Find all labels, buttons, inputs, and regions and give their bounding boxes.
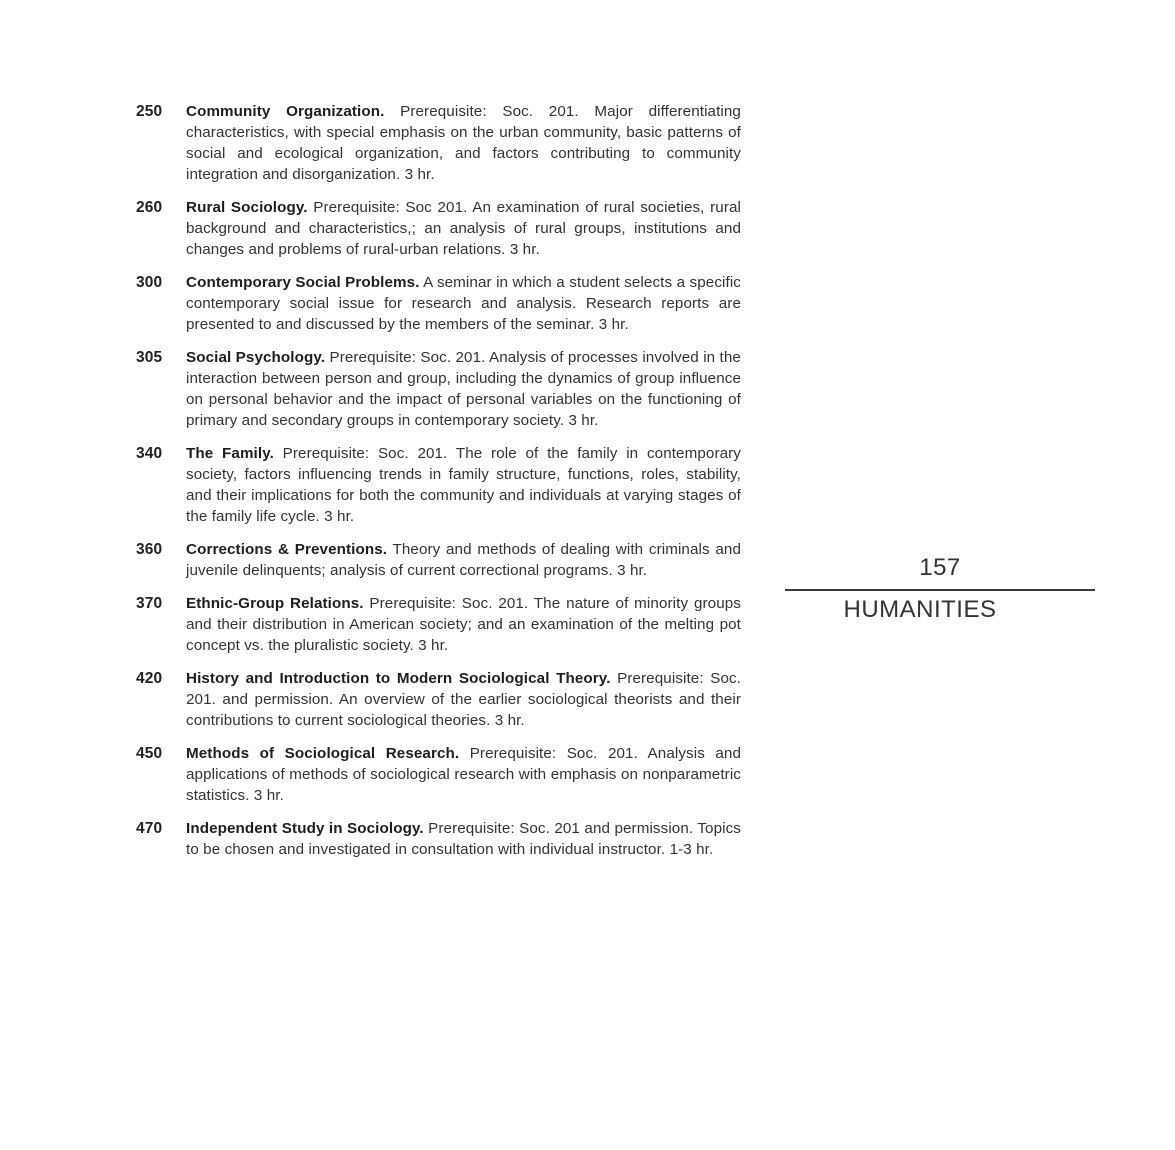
course-entry-360 <box>136 539 741 581</box>
course-number: 420 <box>136 670 163 687</box>
course-title: Social Psychology. <box>186 349 326 366</box>
course-title: The Family. <box>186 445 274 462</box>
course-number: 305 <box>136 349 163 366</box>
course-number: 300 <box>136 274 163 291</box>
course-description: Theory and methods of dealing with criminals and juvenile delinquents; analysis of current correctional programs. 3 hr. <box>186 541 741 579</box>
course-entry-340 <box>136 443 741 527</box>
course-entry-450 <box>136 743 741 806</box>
page-number: 157 <box>919 554 961 581</box>
course-title: Community Organization. <box>186 103 385 120</box>
course-description: Prerequisite: Soc. 201. Major differentiating characteristics, with special emphasis on the urban community, basic patterns of social and ecological organization, and factors contributing to community integration and disorganization. 3 hr. <box>186 103 741 183</box>
course-description: Prerequisite: Soc. 201. Analysis of processes involved in the interaction between person and group, including the dynamics of group influence on personal behavior and the impact of personal variables on the functioning of primary and secondary groups in contemporary society. 3 hr. <box>186 349 741 429</box>
course-description: Prerequisite: Soc. 201. Analysis and applications of methods of sociological research with emphasis on nonparametric statistics. 3 hr. <box>186 745 741 804</box>
course-title: Independent Study in Sociology. <box>186 820 424 837</box>
course-entry-260 <box>136 197 741 260</box>
course-title: Methods of Sociological Research. <box>186 745 460 762</box>
course-number: 450 <box>136 745 163 762</box>
course-entry-305 <box>136 347 741 431</box>
course-description: Prerequisite: Soc. 201. and permission. An overview of the earlier sociological theorists and their contributions to current sociological theories. 3 hr. <box>186 670 742 729</box>
course-entry-470 <box>136 818 741 860</box>
course-number: 260 <box>136 199 163 216</box>
course-entry-300 <box>136 272 741 335</box>
course-number: 250 <box>136 103 163 120</box>
course-description: Prerequisite: Soc. 201 and permission. Topics to be chosen and investigated in consultation with individual instructor. 1-3 hr. <box>186 820 742 858</box>
course-description: Prerequisite: Soc. 201. The nature of minority groups and their distribution in American society; and an examination of the melting pot concept vs. the pluralistic society. 3 hr. <box>186 595 741 654</box>
course-title: Contemporary Social Problems. <box>186 274 420 291</box>
course-number: 470 <box>136 820 163 837</box>
divider-rule <box>785 589 1095 591</box>
course-number: 360 <box>136 541 163 558</box>
course-entry-420 <box>136 668 741 731</box>
course-title: Rural Sociology. <box>186 199 308 216</box>
course-entry-370 <box>136 593 741 656</box>
section-name: HUMANITIES <box>843 596 997 623</box>
course-number: 370 <box>136 595 163 612</box>
course-entry-250 <box>136 101 741 185</box>
page-marker <box>785 553 1095 625</box>
course-title: Ethnic-Group Relations. <box>186 595 364 612</box>
course-description: Prerequisite: Soc. 201. The role of the family in contemporary society, factors influencing trends in family structure, functions, roles, stability, and their implications for both the community and individuals at varying stages of the family life cycle. 3 hr. <box>186 445 742 525</box>
course-number: 340 <box>136 445 163 462</box>
course-list <box>136 101 741 872</box>
course-description: Prerequisite: Soc 201. An examination of rural societies, rural background and characteristics,; an analysis of rural groups, institutions and changes and problems of rural-urban relations. 3 hr. <box>186 199 741 258</box>
course-title: History and Introduction to Modern Sociological Theory. <box>186 670 611 687</box>
course-description: A seminar in which a student selects a specific contemporary social issue for research and analysis. Research reports are presented to and discussed by the members of the seminar. 3 hr. <box>186 274 742 333</box>
course-title: Corrections & Preventions. <box>186 541 388 558</box>
